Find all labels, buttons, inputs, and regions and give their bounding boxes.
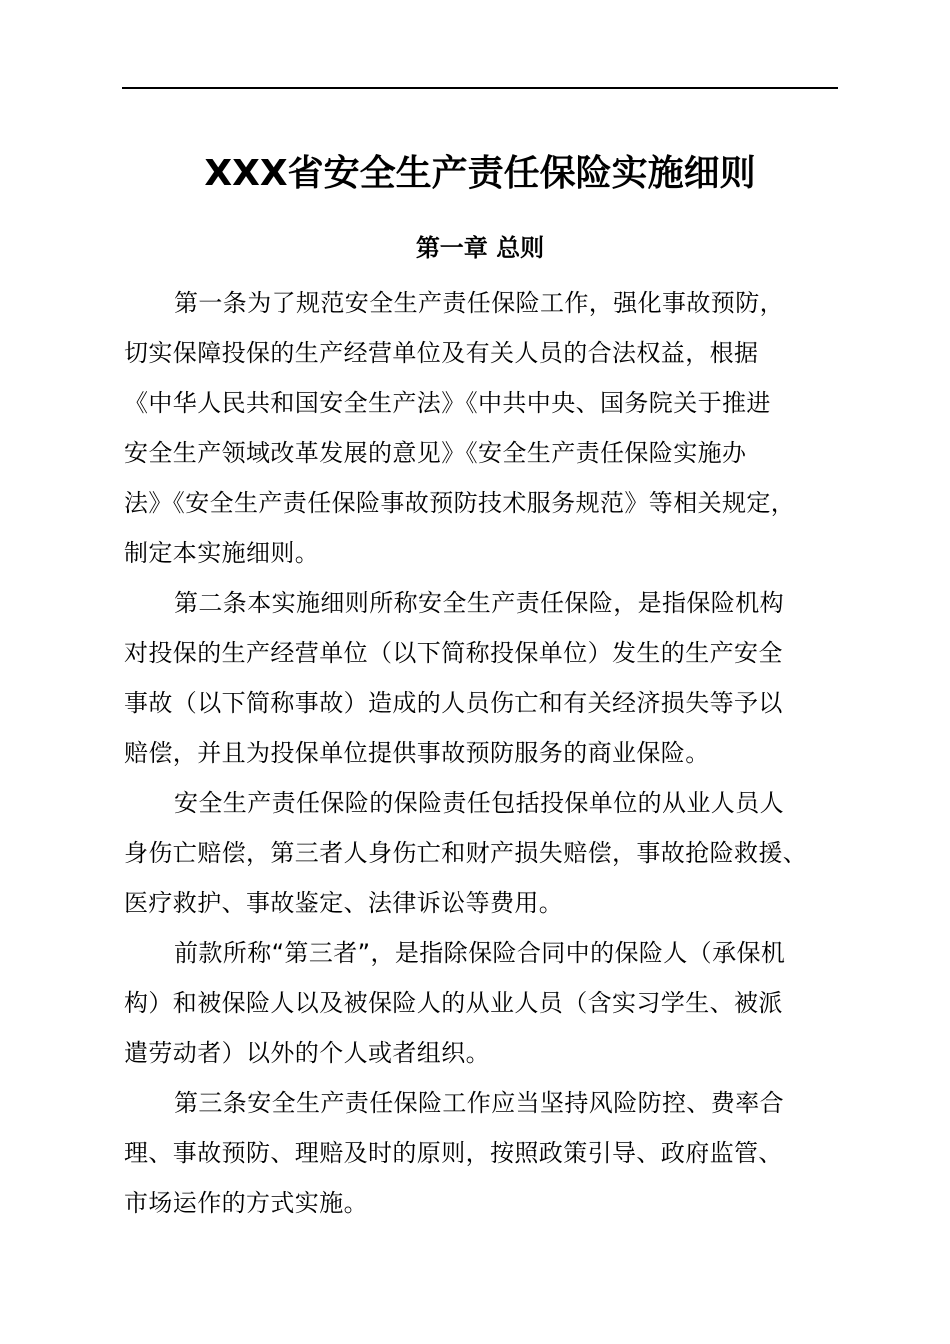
text-line: 《中华人民共和国安全生产法》《中共中央、国务院关于推进 <box>124 389 771 417</box>
document-title: XXX省安全生产责任保险实施细则 <box>204 153 756 194</box>
text-line: 制定本实施细则。 <box>124 539 320 567</box>
paragraph-insurance-scope <box>124 778 840 928</box>
text-line: 医疗救护、事故鉴定、法律诉讼等费用。 <box>124 889 564 917</box>
text-line: 第二条本实施细则所称安全生产责任保险，是指保险机构 <box>174 589 784 617</box>
text-line: 安全生产领域改革发展的意见》《安全生产责任保险实施办 <box>124 439 747 467</box>
text-line: 事故（以下简称事故）造成的人员伤亡和有关经济损失等予以 <box>124 689 783 717</box>
document-body <box>124 278 840 1228</box>
text-line: 第三条安全生产责任保险工作应当坚持风险防控、费率合 <box>174 1089 784 1117</box>
text-line: 赔偿，并且为投保单位提供事故预防服务的商业保险。 <box>124 739 710 767</box>
text-line: 对投保的生产经营单位（以下简称投保单位）发生的生产安全 <box>124 639 783 667</box>
paragraph-article-1 <box>124 278 840 578</box>
text-line: 遣劳动者）以外的个人或者组织。 <box>124 1039 490 1067</box>
paragraph-third-party-definition <box>124 928 840 1078</box>
text-line: 身伤亡赔偿，第三者人身伤亡和财产损失赔偿，事故抢险救援、 <box>124 839 808 867</box>
text-line: 理、事故预防、理赔及时的原则，按照政策引导、政府监管、 <box>124 1139 783 1167</box>
header-rule <box>122 87 838 89</box>
chapter-heading: 第一章 总则 <box>415 234 545 262</box>
text-line: 前款所称“第三者”，是指除保险合同中的保险人（承保机 <box>174 939 786 967</box>
text-line: 安全生产责任保险的保险责任包括投保单位的从业人员人 <box>174 789 784 817</box>
text-line: 第一条为了规范安全生产责任保险工作，强化事故预防， <box>174 289 784 317</box>
paragraph-article-2 <box>124 578 840 778</box>
text-line: 切实保障投保的生产经营单位及有关人员的合法权益，根据 <box>124 339 759 367</box>
text-line: 法》《安全生产责任保险事故预防技术服务规范》等相关规定， <box>124 489 796 517</box>
text-line: 市场运作的方式实施。 <box>124 1189 368 1217</box>
text-line: 构）和被保险人以及被保险人的从业人员（含实习学生、被派 <box>124 989 783 1017</box>
paragraph-article-3 <box>124 1078 840 1228</box>
